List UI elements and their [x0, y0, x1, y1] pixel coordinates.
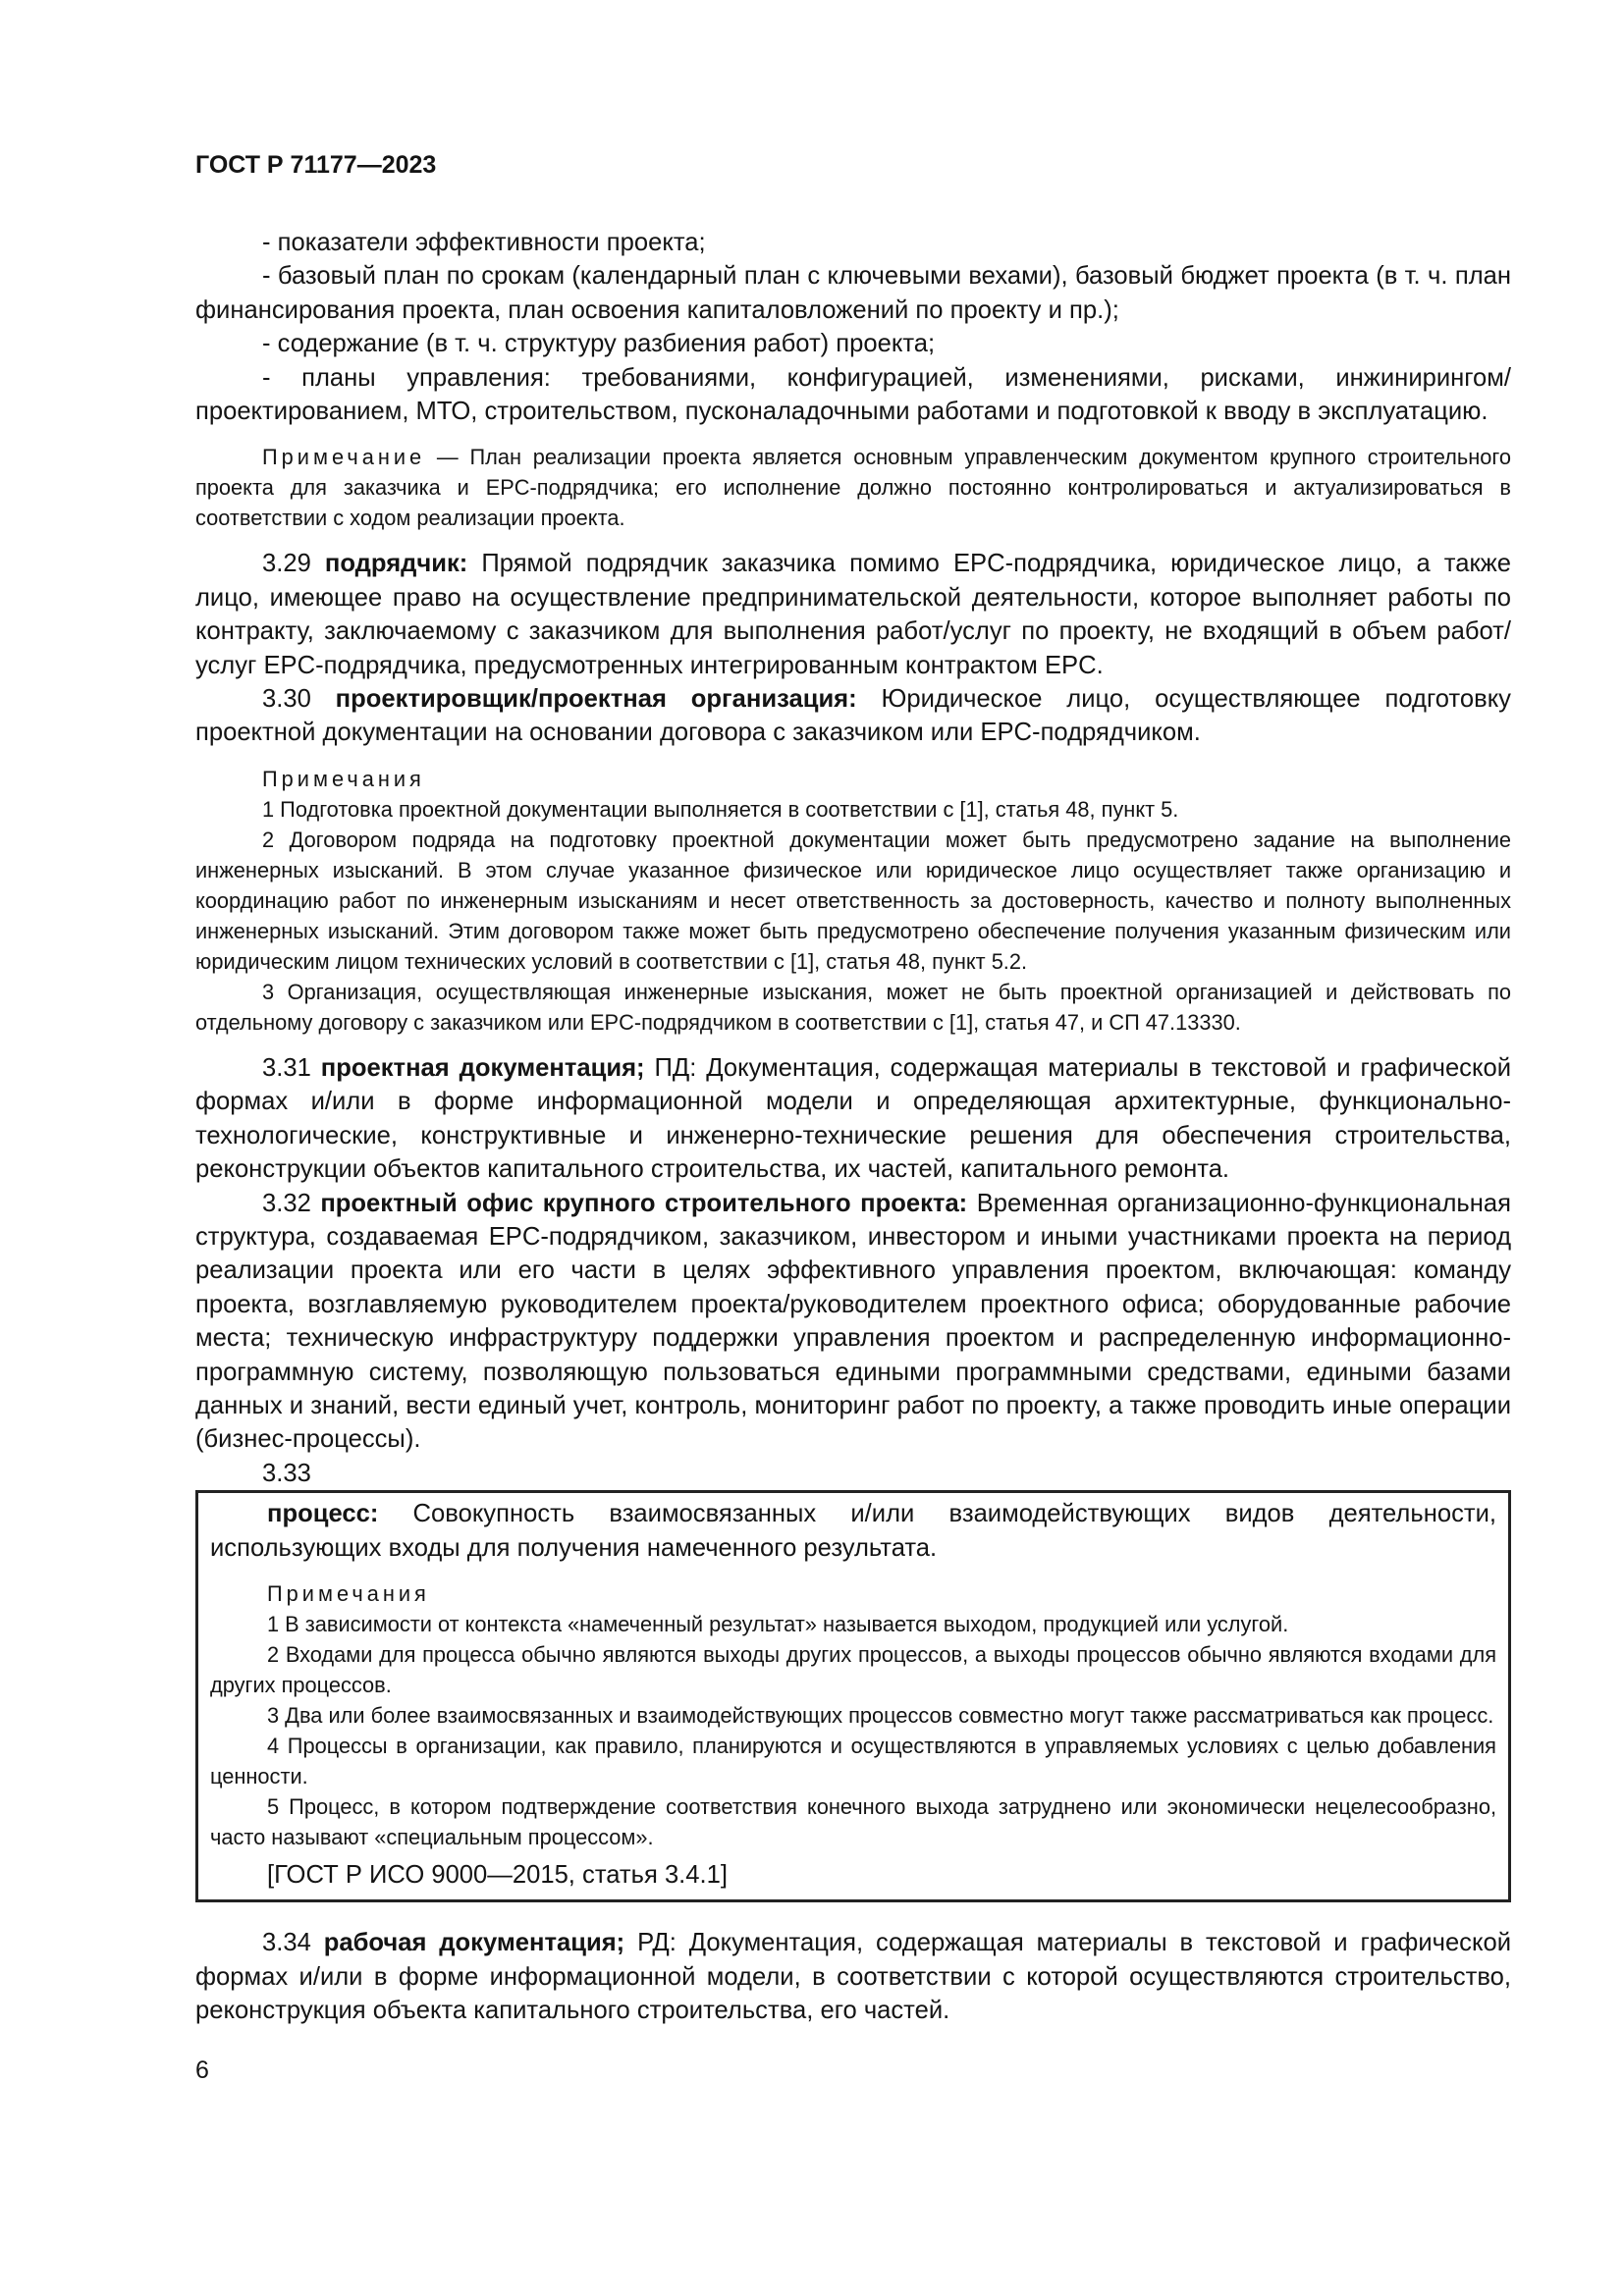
term-3-34 — [195, 1926, 1511, 2027]
bullet-item: - базовый план по срокам (календарный план с ключевыми вехами), базовый бюджет проекта (в т. ч. план финансирования проекта, план освоения капиталовложений по проекту и пр.); — [195, 262, 1511, 324]
note-item: 2 Договором подряда на подготовку проектной документации может быть предусмотрено задание на выполнение инженерных изысканий. В этом случае указанное физическое или юридическое лицо осуществляет также организацию и координацию работ по инженерным изысканиям и несет ответственность за достоверность, качество и полноту выполненных инженерных изысканий. Этим договором также может быть предусмотрено обеспечение получения указанным физическим или юридическим лицом технических условий в соответствии с [1], статья 48, пункт 5.2. — [195, 827, 1511, 974]
term-3-32 — [195, 1187, 1511, 1457]
spacer — [195, 750, 1511, 764]
term-definition: Прямой подрядчик заказчика помимо EPC-подрядчика, юридическое лицо, а также лицо, имеющее право на осуществление предпринимательской деятельности, которое выполняет работы по контракту, заключаемому с заказчиком для выполнения работ/услуг по проекту, не входящий в объем работ/услуг EPC-подрядчика, предусмотренных интегрированным контрактом EPC. — [195, 550, 1511, 679]
notes-heading — [210, 1578, 1496, 1609]
spacer — [195, 1902, 1511, 1926]
term-name: проектировщик/проектная организация: — [335, 685, 857, 714]
spacer — [195, 533, 1511, 547]
source-reference: [ГОСТ Р ИСО 9000—2015, статья 3.4.1] — [267, 1860, 728, 1889]
note-item: 2 Входами для процесса обычно являются выходы других процессов, а выходы процессов обычно являются входами для других процессов. — [210, 1641, 1496, 1697]
note-item: 5 Процесс, в котором подтверждение соответствия конечного выхода затруднено или экономически нецелесообразно, часто называют «специальным процессом». — [210, 1793, 1496, 1849]
bullet-item: - содержание (в т. ч. структуру разбиения работ) проекта; — [262, 330, 936, 358]
note-item: 1 Подготовка проектной документации выполняется в соответствии с [1], статья 48, пункт 5. — [262, 796, 1179, 822]
spacer — [195, 428, 1511, 442]
term-definition: ПД: Документация, содержащая материалы в текстовой и графической формах и/или в форме информационной модели и определяющая архитектурные, функционально-технологические, конструктивные и инженерно-технические решения для обеспечения строительства, реконструкции объектов капитального строительства, их частей, капитального ремонта. — [195, 1053, 1511, 1184]
note-item: 3 Организация, осуществляющая инженерные изыскания, может не быть проектной организацией и действовать по отдельному договору с заказчиком или EPC-подрядчиком в соответствии с [1], статья 47, и СП 47.13330. — [195, 979, 1511, 1035]
main-content — [195, 226, 1511, 2028]
term-number: 3.30 — [262, 685, 336, 714]
term-3-33 — [210, 1497, 1496, 1565]
term-number: 3.29 — [262, 550, 325, 578]
term-number: 3.34 — [262, 1929, 324, 1957]
term-3-29 — [195, 547, 1511, 682]
notes-heading — [195, 764, 1511, 794]
term-number-3-33: 3.33 — [262, 1459, 311, 1487]
note-label: Примечание — [262, 445, 426, 470]
term-3-31 — [195, 1051, 1511, 1187]
spacer — [195, 1038, 1511, 1051]
spacer — [210, 1565, 1496, 1578]
term-name: подрядчик: — [324, 550, 468, 578]
page-number: 6 — [195, 2056, 209, 2084]
bullet-item: - показатели эффективности проекта; — [262, 229, 706, 256]
bullet-item: - планы управления: требованиями, конфигурацией, изменениями, рисками, инжинирингом/проектированием, МТО, строительством, пусконаладочными работами и подготовкой к вводу в эксплуатацию. — [195, 363, 1511, 426]
term-name: рабочая документация; — [323, 1929, 625, 1957]
term-3-30 — [195, 682, 1511, 750]
term-definition: РД: Документация, содержащая материалы в текстовой и графической формах и/или в форме информационной модели, в соответствии с которой осуществляются строительство, реконструкция объекта капитального строительства, его частей. — [195, 1929, 1511, 2025]
term-name: процесс: — [267, 1500, 379, 1528]
term-definition: Совокупность взаимосвязанных и/или взаимодействующих видов деятельности, использующих входы для получения намеченного результата. — [210, 1500, 1496, 1562]
term-definition: Юридическое лицо, осуществляющее подготовку проектной документации на основании договора с заказчиком или EPC-подрядчиком. — [195, 685, 1511, 747]
term-definition: Временная организационно-функциональная структура, создаваемая EPC-подрядчиком, заказчиком, инвестором и иными участниками проекта на период реализации проекта или его части в целях эффективного управления проектом, включающая: команду проекта, возглавляемую руководителем проекта/руководителем проектного офиса; оборудованные рабочие места; техническую инфраструктуру поддержки управления проектом и распределенную информационно-программную систему, позволяющую пользоваться едиными программными средствами, едиными базами данных и знаний, вести единый учет, контроль, мониторинг работ по проекту, а также проводить иные операции (бизнес-процессы). — [195, 1189, 1511, 1454]
note-item: 3 Два или более взаимосвязанных и взаимодействующих процессов совместно могут также рассматриваться как процесс. — [267, 1702, 1494, 1728]
note-item: 1 В зависимости от контекста «намеченный результат» называется выходом, продукцией или услугой. — [267, 1611, 1289, 1636]
term-name: проектная документация; — [320, 1053, 645, 1082]
note-item: 4 Процессы в организации, как правило, планируются и осуществляются в управляемых условиях с целью добавления ценности. — [210, 1733, 1496, 1789]
term-number: 3.32 — [262, 1189, 321, 1217]
note-text: — План реализации проекта является основным управленческим документом крупного строительного проекта для заказчика и EPC-подрядчика; его исполнение должно постоянно контролироваться и актуализироваться в соответствии с ходом реализации проекта. — [195, 445, 1511, 531]
document-header: ГОСТ Р 71177—2023 — [195, 151, 437, 179]
note-paragraph — [195, 442, 1511, 533]
quoted-definition-box — [195, 1490, 1511, 1902]
notes-label: Примечания — [262, 766, 425, 791]
term-number: 3.31 — [262, 1053, 321, 1082]
notes-label: Примечания — [267, 1580, 430, 1606]
term-name: проектный офис крупного строительного проекта: — [320, 1189, 968, 1217]
